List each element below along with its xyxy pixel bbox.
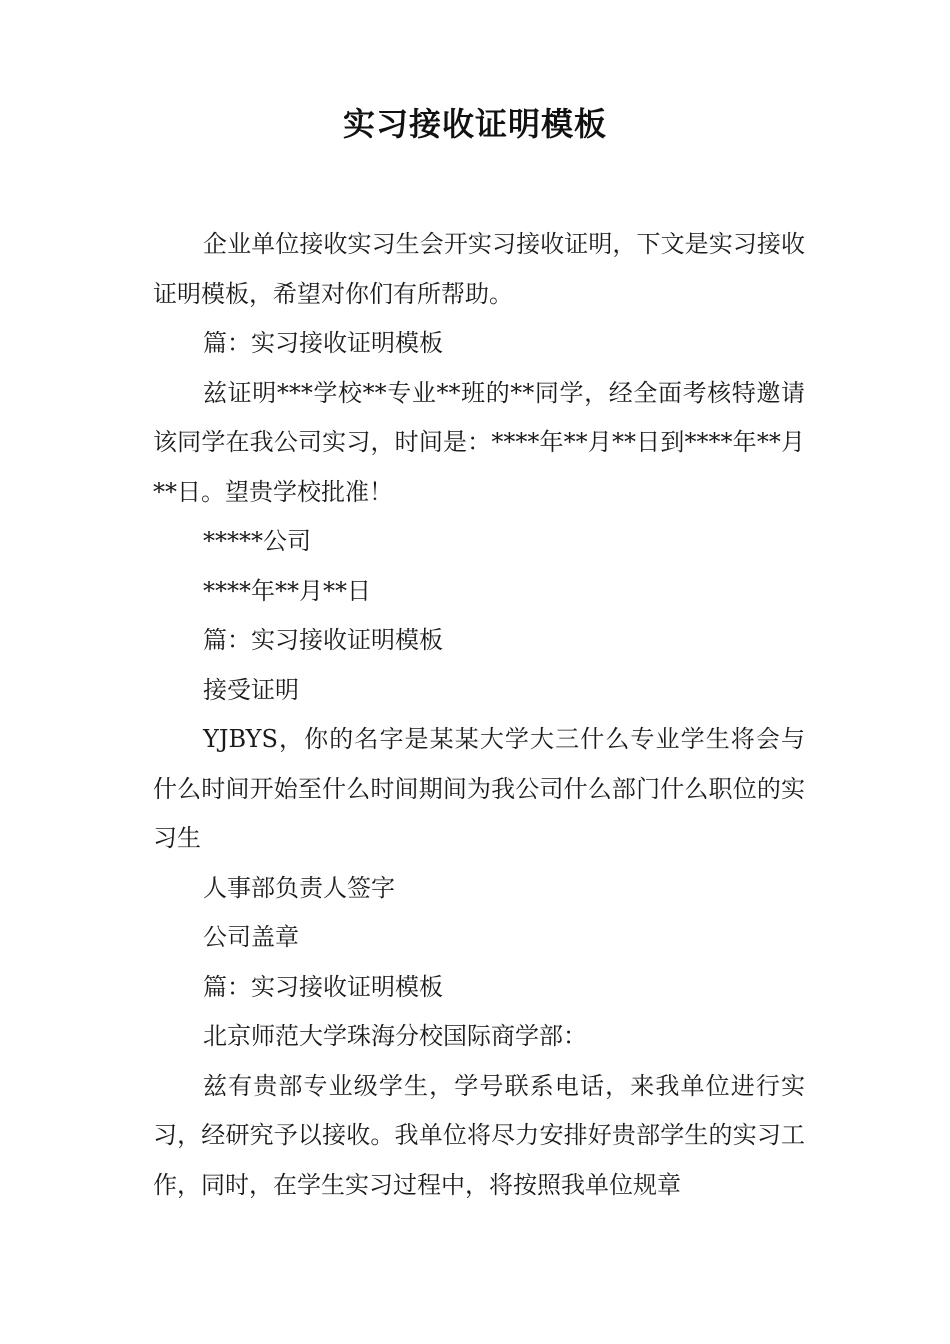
hr-signature-line: 人事部负责人签字 xyxy=(203,873,395,902)
section-heading-3: 篇：实习接收证明模板 xyxy=(203,972,443,1001)
company-seal-line: 公司盖章 xyxy=(203,923,299,951)
certificate-paragraph-2: YJBYS，你的名字是某某大学大三什么专业学生将会与什么时间开始至什么时间期间为我公司什么部门什么职位的实习生 xyxy=(153,725,805,852)
certificate-heading-2: 接受证明 xyxy=(203,675,299,704)
intro-paragraph: 企业单位接收实习生会开实习接收证明，下文是实习接收证明模板，希望对你们有所帮助。 xyxy=(153,230,805,308)
document-body xyxy=(153,220,805,1210)
certificate-paragraph-3: 兹有贵部专业级学生，学号联系电话，来我单位进行实习，经研究予以接收。我单位将尽力安排好贵部学生的实习工作，同时，在学生实习过程中，将按照我单位规章 xyxy=(153,1071,805,1199)
date-line-1: ****年**月**日 xyxy=(203,576,371,605)
document-title: 实习接收证明模板 xyxy=(342,105,607,143)
section-heading-1: 篇：实习接收证明模板 xyxy=(203,329,443,357)
section-heading-2: 篇：实习接收证明模板 xyxy=(203,626,443,654)
recipient-line: 北京师范大学珠海分校国际商学部： xyxy=(203,1022,587,1050)
certificate-paragraph-1: 兹证明***学校**专业**班的**同学，经全面考核特邀请该同学在我公司实习，时间是：****年**月**日到****年**月**日。望贵学校批准！ xyxy=(153,378,805,506)
company-signature-1: *****公司 xyxy=(203,527,311,555)
